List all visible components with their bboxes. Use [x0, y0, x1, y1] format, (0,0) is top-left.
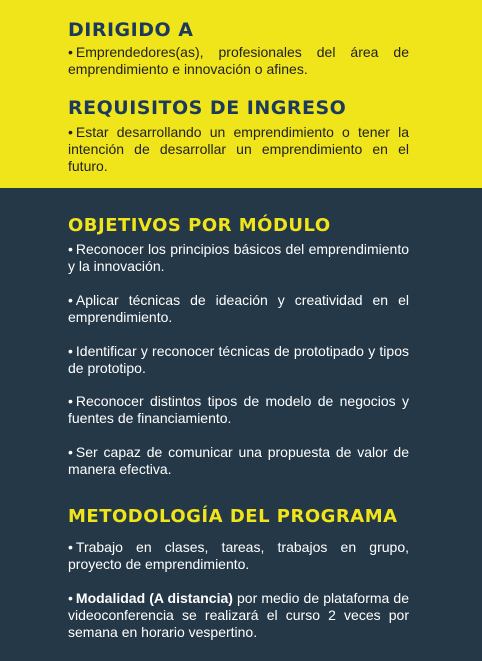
bullet-icon: • — [68, 444, 73, 460]
objetivo-item — [68, 292, 409, 326]
bullet-icon: • — [68, 590, 73, 606]
dirigido-heading: DIRIGIDO A — [68, 19, 194, 41]
objetivo-item-text: Identificar y reconocer técnicas de prototipado y tipos de prototipo. — [68, 343, 409, 376]
metodologia-item — [68, 539, 409, 573]
objetivo-item — [68, 444, 409, 478]
bullet-icon: • — [68, 44, 73, 60]
bullet-icon: • — [68, 393, 73, 409]
metodologia-heading: METODOLOGÍA DEL PROGRAMA — [68, 506, 398, 527]
bullet-icon: • — [68, 241, 73, 257]
modalidad-label: Modalidad (A distancia) — [75, 590, 233, 606]
objetivo-item — [68, 393, 409, 427]
dirigido-text — [68, 44, 409, 78]
requisitos-text-content: Estar desarrollando un emprendimiento o tener la intención de desarrollar un emprendimiento en el futuro. — [68, 124, 409, 174]
dirigido-text-content: Emprendedores(as), profesionales del área de emprendimiento e innovación o afines. — [68, 44, 409, 77]
bullet-icon: • — [68, 343, 73, 359]
objetivo-item — [68, 343, 409, 377]
bullet-icon: • — [68, 124, 73, 140]
requisitos-text — [68, 124, 409, 175]
bullet-icon: • — [68, 539, 73, 555]
objetivo-item-text: Reconocer distintos tipos de modelo de negocios y fuentes de financiamiento. — [68, 393, 409, 426]
objetivo-item — [68, 241, 409, 275]
metodologia-item-text: Trabajo en clases, tareas, trabajos en grupo, proyecto de emprendimiento. — [68, 539, 409, 572]
objetivo-item-text: Aplicar técnicas de ideación y creatividad en el emprendimiento. — [68, 292, 409, 325]
objetivo-item-text: Reconocer los principios básicos del emprendimiento y la innovación. — [68, 241, 409, 274]
objetivo-item-text: Ser capaz de comunicar una propuesta de valor de manera efectiva. — [68, 444, 409, 477]
metodologia-item-modalidad — [68, 590, 409, 641]
requisitos-heading: REQUISITOS DE INGRESO — [68, 97, 347, 119]
modalidad-text: por medio de plataforma de videoconferencia se realizará el curso 2 veces por semana en horario vespertino. — [68, 590, 409, 640]
objetivos-heading: OBJETIVOS POR MÓDULO — [68, 215, 331, 236]
bullet-icon: • — [68, 292, 73, 308]
